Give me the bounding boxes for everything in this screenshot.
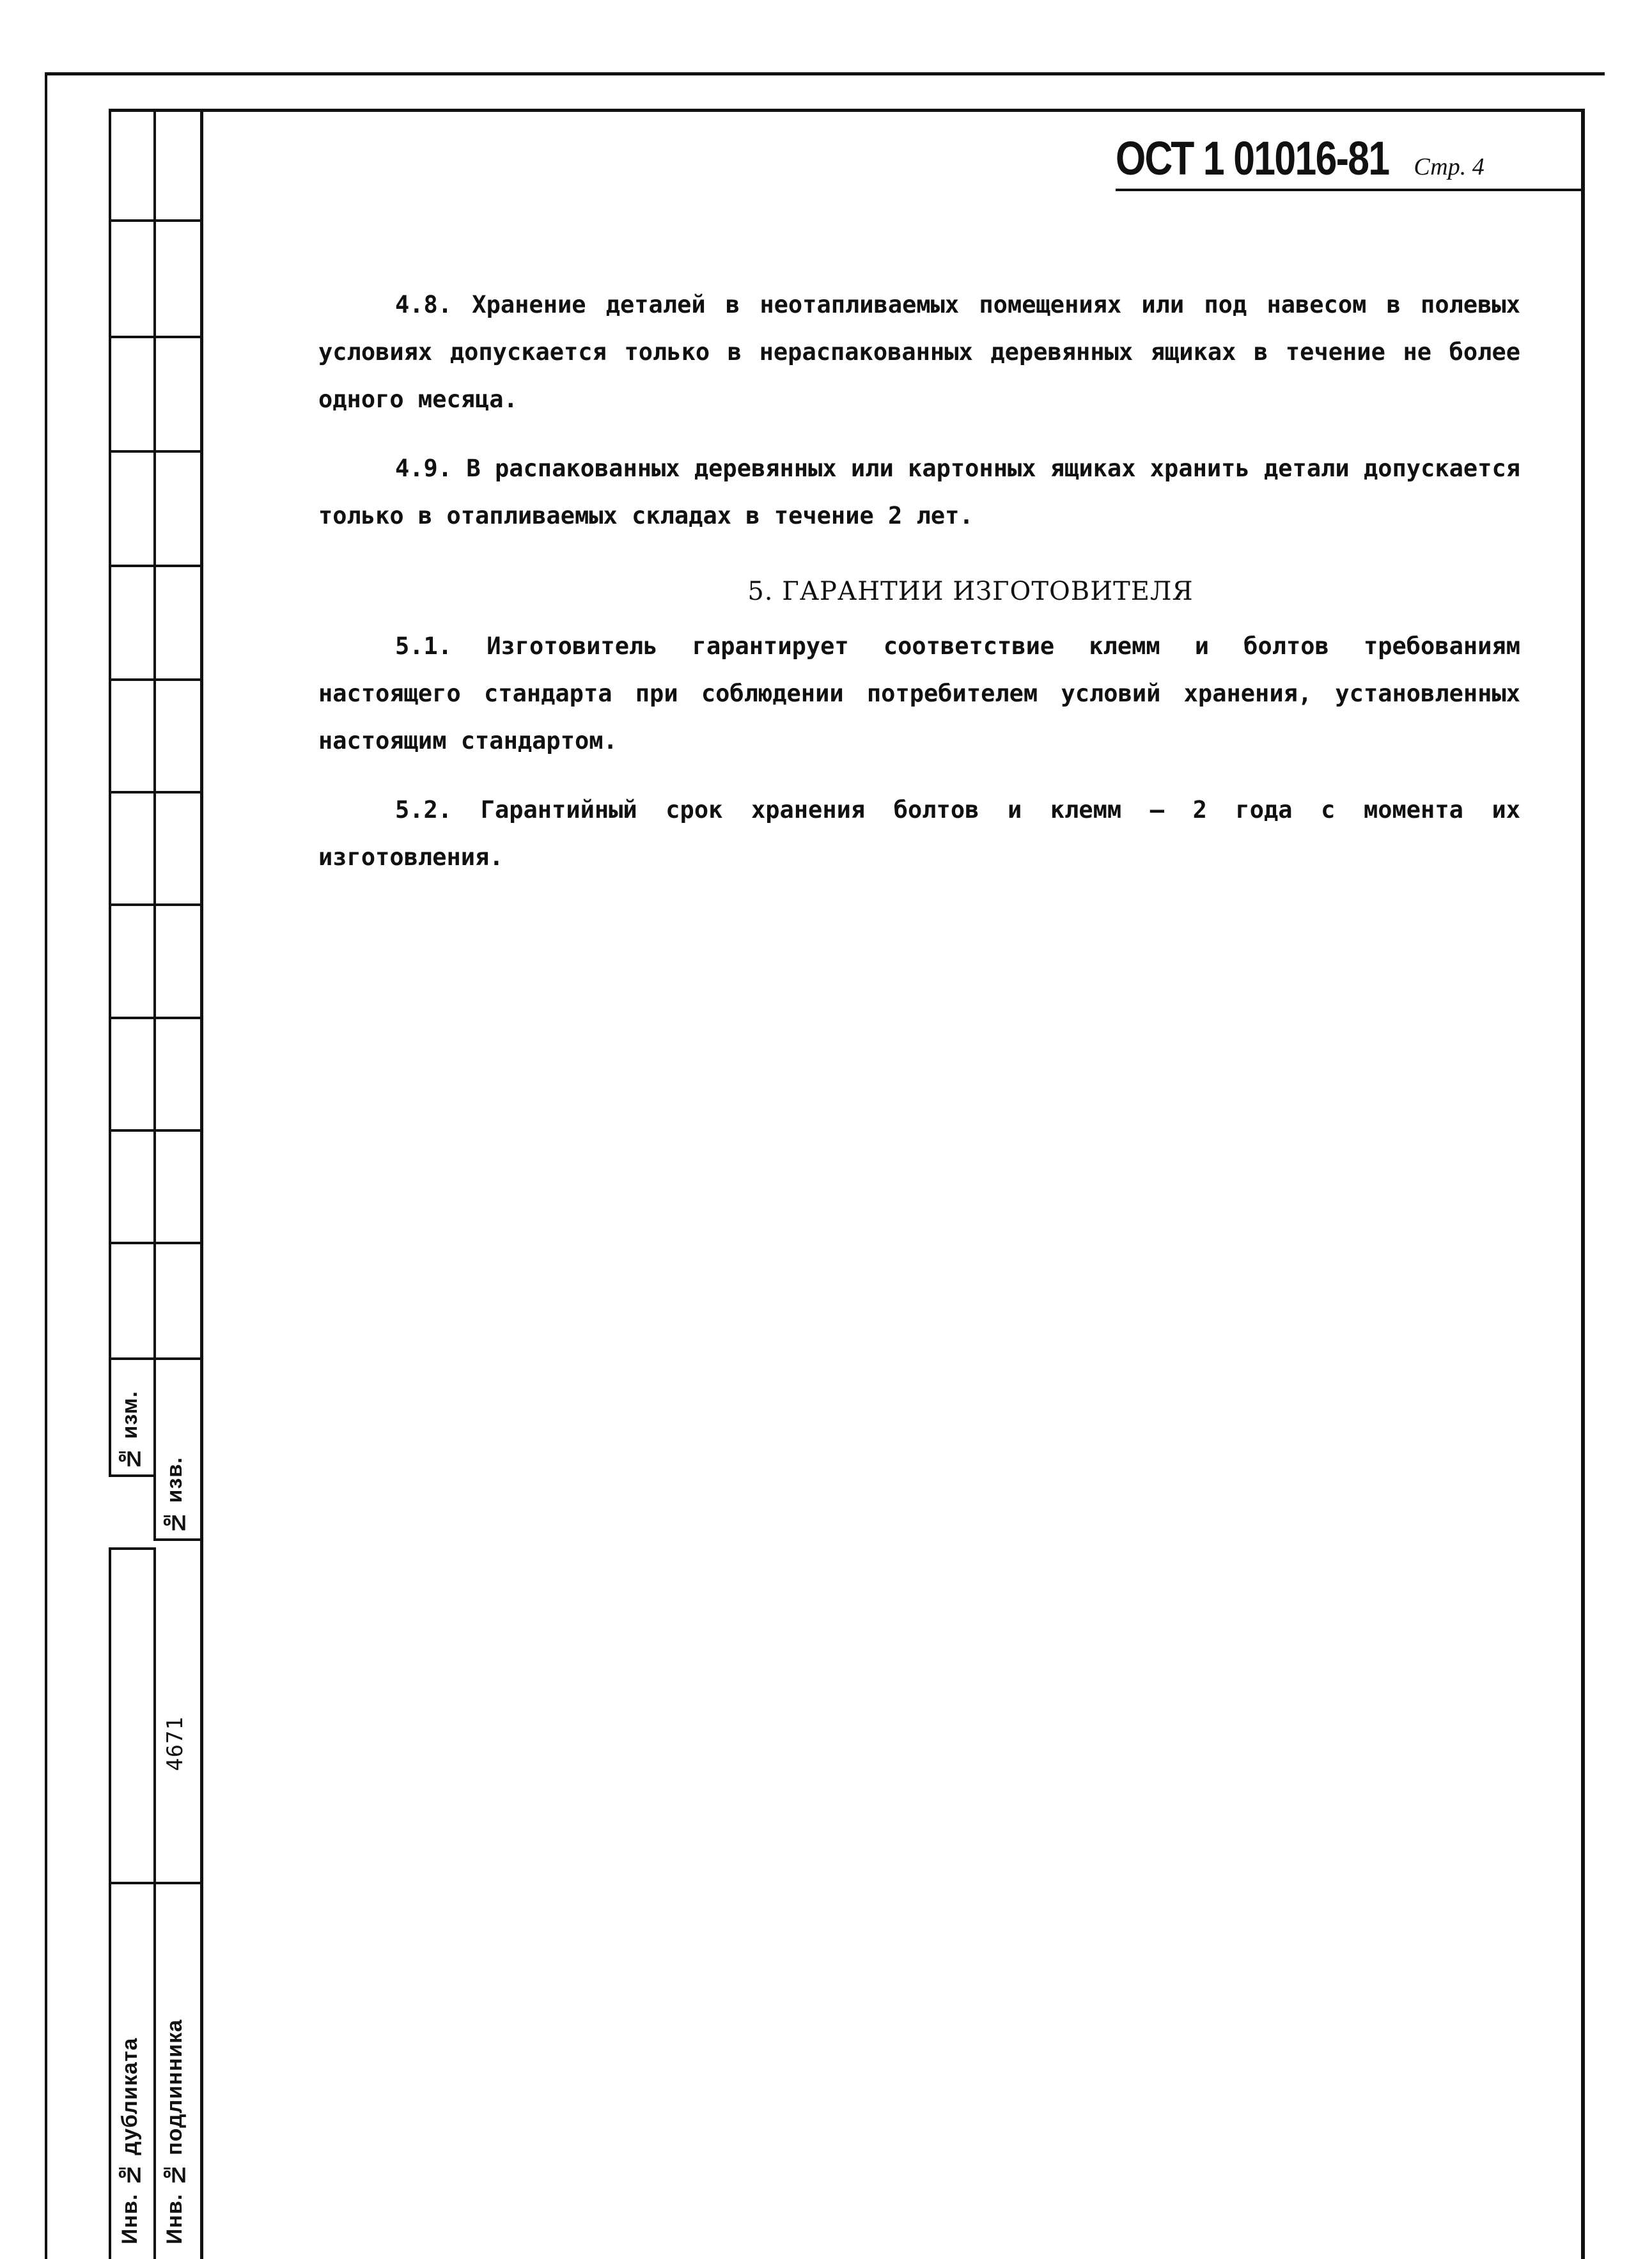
change-number-label: № изм. [118,1391,142,1471]
stamp-rule [109,678,201,681]
section-5-title: 5. ГАРАНТИИ ИЗГОТОВИТЕЛЯ [747,577,1194,606]
stamp-rule [109,219,201,222]
stamp-rule [109,1129,201,1132]
clause-4-8: 4.8. Хранение деталей в неотапливаемых помещениях или под навесом в полевых условиях допускается только в нераспакованных деревянных ящиках в течение не более одного месяца. [318,291,1520,413]
document-body [318,281,1520,903]
stamp-rule [109,1242,201,1244]
frame-top-inner [109,109,1585,112]
original-inventory-label: Инв. № подлинника [162,2019,187,2244]
stamp-rule [109,1357,201,1360]
stamp-lower-top [109,1547,156,1550]
stamp-rule [109,1017,201,1019]
page-number: Стр. 4 [1414,153,1484,180]
clause-5-2: 5.2. Гарантийный срок хранения болтов и клемм – 2 года с момента их изготовления. [318,796,1520,871]
clause-5-1: 5.1. Изготовитель гарантирует соответствие клемм и болтов требованиям настоящего стандарта при соблюдении потребителем условий хранения, установленных настоящим стандартом. [318,632,1520,754]
frame-top-outer [45,72,1605,75]
stamp-rule-short [109,1474,156,1477]
stamp-rule [109,336,201,338]
frame-left-outer [45,72,47,2259]
document-number: ОСТ 1 01016-81 [1116,132,1389,185]
page-header [1116,131,1573,190]
stamp-rule [109,791,201,793]
stamp-rule-short [153,1538,202,1541]
stamp-rule [109,1882,201,1884]
stamp-col-2 [153,109,156,1541]
stamp-rule [109,903,201,906]
stamp-lower-col-1 [109,1547,111,2259]
stamp-rule [109,565,201,567]
stamp-rule [109,450,201,453]
stamp-lower-col-2 [153,1547,156,2259]
frame-right [1581,109,1585,2259]
duplicate-inventory-label: Инв. № дубликата [118,2037,142,2244]
clause-4-9: 4.9. В распакованных деревянных или картонных ящиках хранить детали допускается только в отапливаемых складах в течение 2 лет. [318,455,1520,529]
notice-number-label: № изв. [162,1457,187,1535]
frame-left-inner [200,109,203,2259]
inventory-number: 4671 [162,1716,188,1771]
